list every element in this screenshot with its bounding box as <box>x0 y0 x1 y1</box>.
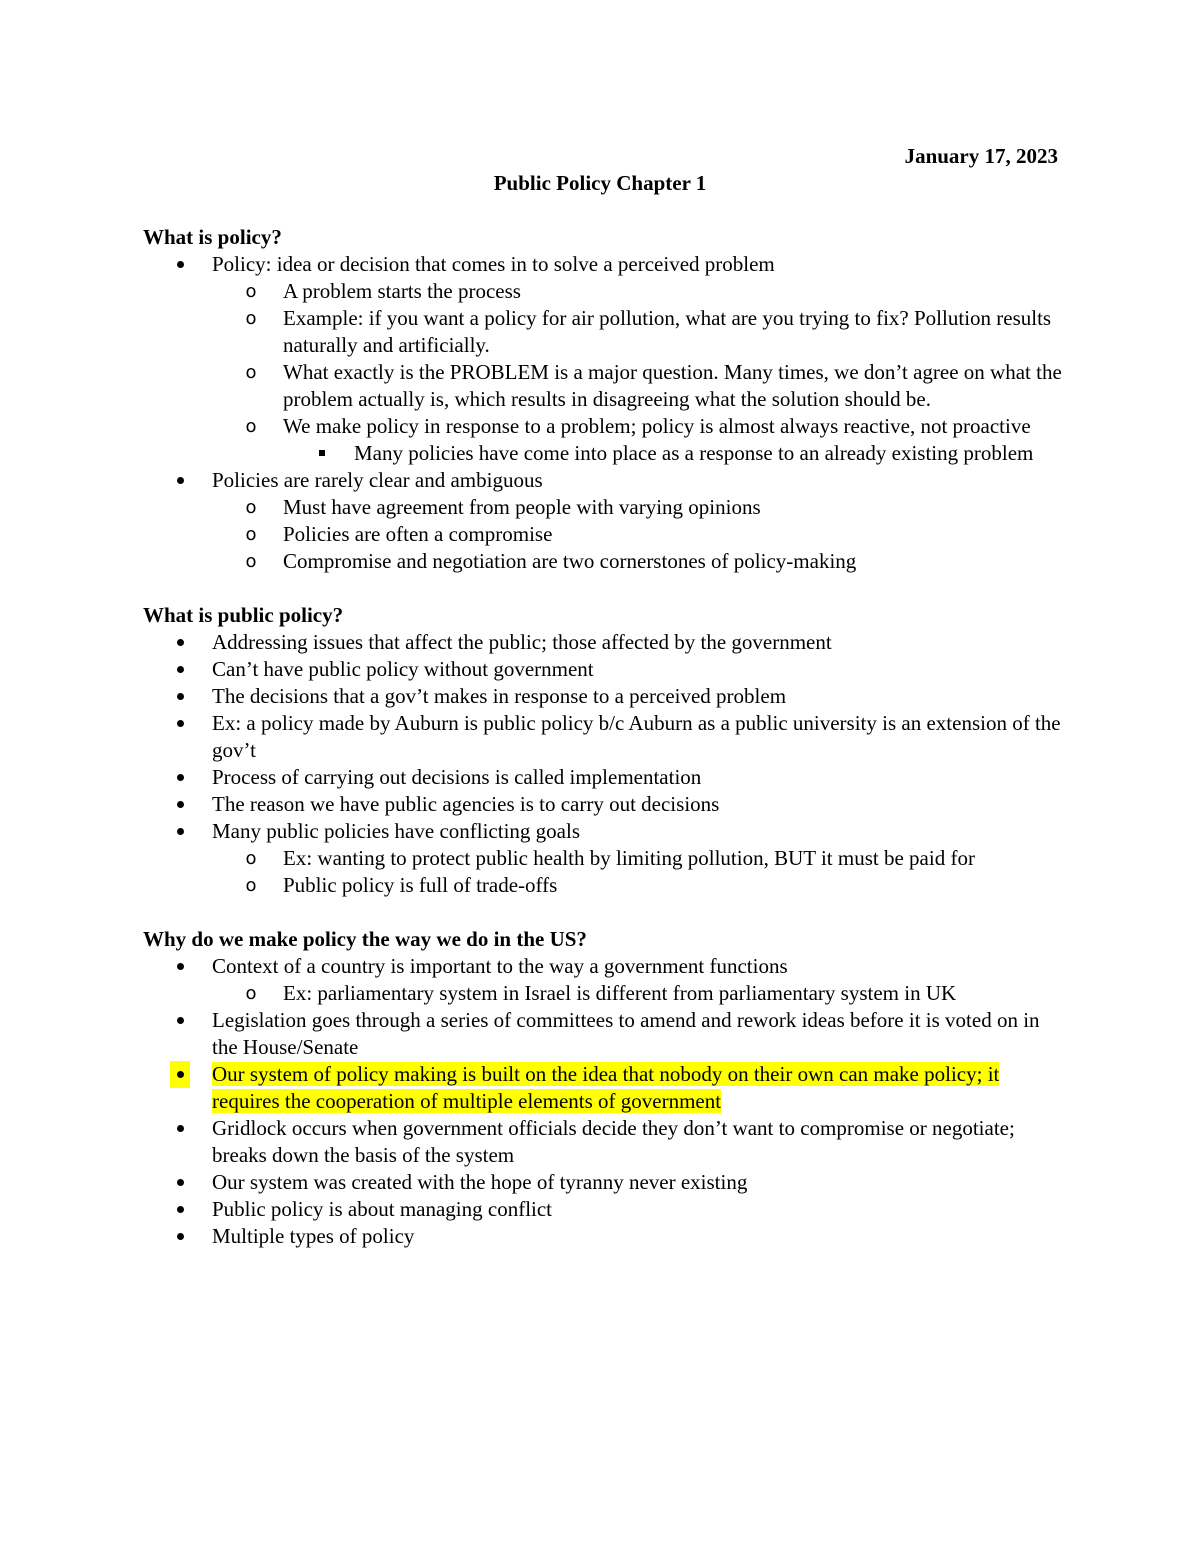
bullet-disc-icon <box>170 1223 190 1250</box>
bullet-list <box>143 629 1063 899</box>
bullet-circle-icon: o <box>245 362 257 383</box>
list-item-text: Can’t have public policy without government <box>212 657 594 681</box>
list-item <box>143 710 1063 764</box>
bullet-square-icon <box>312 440 332 467</box>
bullet-disc-icon <box>170 1007 190 1034</box>
list-item <box>143 1196 1063 1223</box>
list-item <box>143 764 1063 791</box>
list-item <box>143 656 1063 683</box>
list-item-text: Addressing issues that affect the public; those affected by the government <box>212 630 832 654</box>
list-item-text: Gridlock occurs when government officials decide they don’t want to compromise or negotiate; breaks down the basis of the system <box>212 1116 1015 1167</box>
list-item <box>143 440 1063 467</box>
section-heading: What is policy? <box>143 225 282 249</box>
list-item <box>143 629 1063 656</box>
list-item-text: Public policy is about managing conflict <box>212 1197 553 1221</box>
list-item <box>143 1007 1063 1061</box>
bullet-disc-icon <box>170 1169 190 1196</box>
document-title: Public Policy Chapter 1 <box>493 171 707 195</box>
list-item <box>143 494 1063 521</box>
list-item-text: Policies are rarely clear and ambiguous <box>212 468 543 492</box>
list-item-text: Example: if you want a policy for air pollution, what are you trying to fix? Pollution results naturally and artificially. <box>283 306 1052 357</box>
bullet-disc-icon <box>170 467 190 494</box>
list-item <box>143 251 1063 278</box>
list-item <box>143 791 1063 818</box>
bullet-disc-icon <box>170 629 190 656</box>
notes-content <box>143 224 1063 1277</box>
list-item-text: Multiple types of policy <box>212 1224 415 1248</box>
bullet-circle-icon: o <box>245 848 257 869</box>
list-item <box>143 980 1063 1007</box>
bullet-disc-icon <box>170 1196 190 1223</box>
list-item <box>143 521 1063 548</box>
document-date: January 17, 2023 <box>904 144 1058 168</box>
list-item-text: Our system was created with the hope of tyranny never existing <box>212 1170 748 1194</box>
list-item-text: The reason we have public agencies is to carry out decisions <box>212 792 720 816</box>
bullet-circle-icon: o <box>245 983 257 1004</box>
bullet-disc-icon <box>170 710 190 737</box>
list-item-text: Policy: idea or decision that comes in to solve a perceived problem <box>212 252 775 276</box>
section <box>143 926 1063 1250</box>
list-item <box>143 413 1063 440</box>
bullet-disc-icon <box>170 953 190 980</box>
section-heading: Why do we make policy the way we do in the US? <box>143 927 587 951</box>
list-item <box>143 872 1063 899</box>
bullet-disc-icon <box>170 1061 190 1088</box>
bullet-disc-icon <box>170 656 190 683</box>
list-item <box>143 953 1063 980</box>
list-item-text: Legislation goes through a series of committees to amend and rework ideas before it is voted on in the House/Senate <box>212 1008 1040 1059</box>
list-item-text: Public policy is full of trade-offs <box>283 873 558 897</box>
list-item-text: Context of a country is important to the way a government functions <box>212 954 788 978</box>
list-item <box>143 1115 1063 1169</box>
list-item <box>143 278 1063 305</box>
list-item <box>143 1169 1063 1196</box>
bullet-circle-icon: o <box>245 875 257 896</box>
list-item-text: Must have agreement from people with varying opinions <box>283 495 761 519</box>
list-item <box>143 1223 1063 1250</box>
list-item <box>143 683 1063 710</box>
list-item-text: Ex: parliamentary system in Israel is different from parliamentary system in UK <box>283 981 957 1005</box>
list-item <box>143 845 1063 872</box>
list-item-text: Ex: a policy made by Auburn is public policy b/c Auburn as a public university is an extension of the gov’t <box>212 711 1061 762</box>
list-item <box>143 467 1063 494</box>
bullet-disc-icon <box>170 818 190 845</box>
bullet-disc-icon <box>170 791 190 818</box>
list-item <box>143 359 1063 413</box>
list-item-text: Many public policies have conflicting goals <box>212 819 580 843</box>
bullet-disc-icon <box>170 1115 190 1142</box>
bullet-disc-icon <box>170 251 190 278</box>
list-item-text: Process of carrying out decisions is called implementation <box>212 765 702 789</box>
section-heading: What is public policy? <box>143 603 344 627</box>
list-item-text: Ex: wanting to protect public health by limiting pollution, BUT it must be paid for <box>283 846 975 870</box>
section <box>143 224 1063 575</box>
list-item-text: We make policy in response to a problem; policy is almost always reactive, not proactive <box>283 414 1031 438</box>
list-item-text: A problem starts the process <box>283 279 521 303</box>
list-item-text: Policies are often a compromise <box>283 522 553 546</box>
list-item-text: The decisions that a gov’t makes in response to a perceived problem <box>212 684 787 708</box>
bullet-list <box>143 953 1063 1250</box>
bullet-circle-icon: o <box>245 281 257 302</box>
list-item-text: Our system of policy making is built on the idea that nobody on their own can make policy; it requires the cooperation of multiple elements of government <box>212 1062 1000 1113</box>
bullet-disc-icon <box>170 683 190 710</box>
bullet-circle-icon: o <box>245 524 257 545</box>
bullet-list <box>143 251 1063 575</box>
list-item <box>143 818 1063 845</box>
bullet-circle-icon: o <box>245 551 257 572</box>
bullet-circle-icon: o <box>245 497 257 518</box>
bullet-circle-icon: o <box>245 416 257 437</box>
list-item <box>143 548 1063 575</box>
list-item-text: Many policies have come into place as a response to an already existing problem <box>354 441 1034 465</box>
list-item-text: Compromise and negotiation are two cornerstones of policy-making <box>283 549 857 573</box>
bullet-circle-icon: o <box>245 308 257 329</box>
section <box>143 602 1063 899</box>
list-item <box>143 305 1063 359</box>
list-item-text: What exactly is the PROBLEM is a major question. Many times, we don’t agree on what the problem actually is, which results in disagreeing what the solution should be. <box>283 360 1062 411</box>
list-item <box>143 1061 1063 1115</box>
bullet-disc-icon <box>170 764 190 791</box>
